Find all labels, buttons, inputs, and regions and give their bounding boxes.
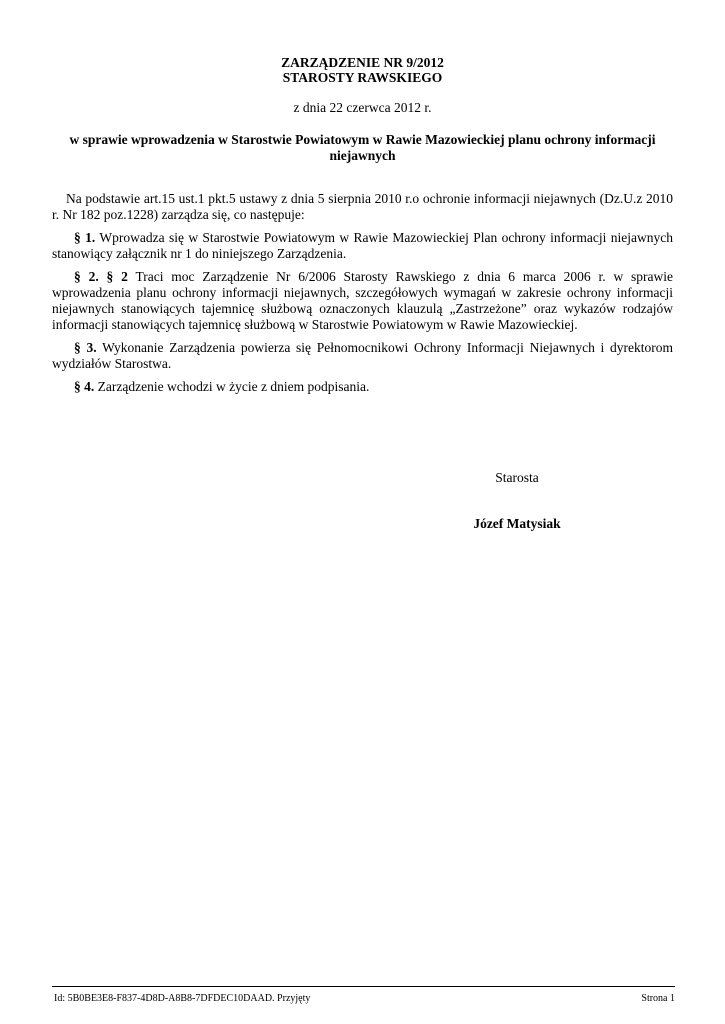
section-1-label: § 1.	[74, 230, 96, 245]
section-1	[52, 230, 673, 262]
document-subject: w sprawie wprowadzenia w Starostwie Powiatowym w Rawie Mazowieckiej planu ochrony informacji niejawnych	[69, 132, 656, 163]
section-4-label: § 4.	[74, 379, 95, 394]
legal-basis-paragraph: Na podstawie art.15 ust.1 pkt.5 ustawy z dnia 5 sierpnia 2010 r.o ochronie informacji niejawnych (Dz.U.z 2010 r. Nr 182 poz.1228) zarządza się, co następuje:	[52, 191, 673, 222]
signatory-name: Józef Matysiak	[473, 516, 561, 531]
document-date: z dnia 22 czerwca 2012 r.	[293, 100, 432, 115]
footer-divider	[52, 986, 675, 987]
section-1-text: Wprowadza się w Starostwie Powiatowym w Rawie Mazowieckiej Plan ochrony informacji niejawnych stanowiący załącznik nr 1 do niniejszego Zarządzenia.	[52, 230, 673, 261]
section-3-label: § 3.	[74, 340, 97, 355]
section-4	[52, 379, 673, 395]
section-2-text: Traci moc Zarządzenie Nr 6/2006 Starosty Rawskiego z dnia 6 marca 2006 r. w sprawie wprowadzenia planu ochrony informacji niejawnych, szczegółowych wymagań w zakresie ochrony informacji niejawnych stanowiących tajemnicę służbową oznaczonych klauzulą „Zastrzeżone” oraz wykazów rodzajów informacji stanowiących tajemnicę służbową w Starostwie Powiatowym w Rawie Mazowieckiej.	[52, 269, 674, 332]
section-2-label: § 2. § 2	[74, 269, 128, 284]
title-line-2: STAROSTY RAWSKIEGO	[282, 70, 443, 85]
footer-document-id: Id: 5B0BE3E8-F837-4D8D-A8B8-7DFDEC10DAAD. Przyjęty	[54, 993, 311, 1004]
document-title	[52, 55, 673, 85]
footer-page-number: Strona 1	[641, 993, 675, 1004]
title-line-1: ZARZĄDZENIE NR 9/2012	[281, 55, 444, 70]
section-3-text: Wykonanie Zarządzenia powierza się Pełnomocnikowi Ochrony Informacji Niejawnych i dyrektorom wydziałów Starostwa.	[52, 340, 674, 371]
section-3	[52, 340, 673, 372]
signatory-role: Starosta	[495, 470, 539, 485]
section-4-text: Zarządzenie wchodzi w życie z dniem podpisania.	[97, 379, 370, 394]
section-2	[52, 269, 673, 333]
document-body	[52, 191, 673, 402]
